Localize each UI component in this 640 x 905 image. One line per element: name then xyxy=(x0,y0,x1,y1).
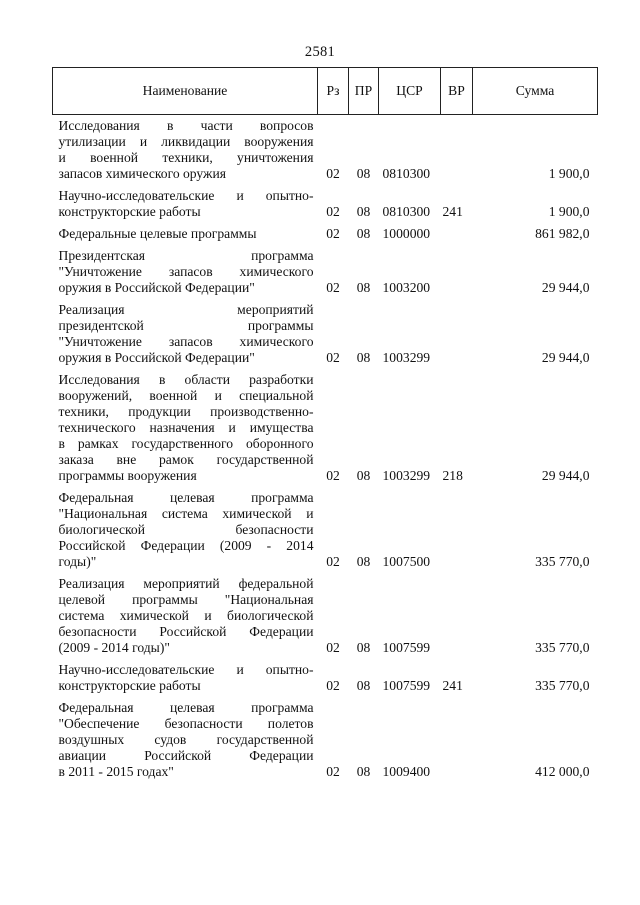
row-name-line: биологической безопасности xyxy=(58,522,314,537)
row-csr-cell: 0810300 xyxy=(382,166,431,181)
row-name-line: Федеральная целевая программа xyxy=(58,490,314,505)
row-name-line: утилизации и ликвидации вооружения xyxy=(58,134,314,149)
row-name-line: конструкторские работы xyxy=(58,678,201,693)
row-csr-cell: 1000000 xyxy=(382,226,431,241)
header-sum: Сумма xyxy=(473,68,598,115)
header-name: Наименование xyxy=(53,68,318,115)
row-pr-cell: 08 xyxy=(356,226,371,241)
row-vr-cell xyxy=(441,299,473,369)
row-name-line: в 2011 - 2015 годах" xyxy=(58,764,174,779)
row-name-cell xyxy=(53,115,318,186)
row-vr-cell xyxy=(441,487,473,573)
table-row xyxy=(53,245,598,299)
row-vr-cell xyxy=(441,223,473,245)
row-name-line: "Национальная система химической и xyxy=(58,506,314,521)
table-row xyxy=(53,299,598,369)
row-pr-cell: 08 xyxy=(356,350,371,365)
row-csr-cell: 1003299 xyxy=(382,468,431,483)
row-sum-cell: 335 770,0 xyxy=(535,640,590,655)
row-name-cell xyxy=(53,369,318,487)
row-name-line: целевой программы "Национальная xyxy=(58,592,314,607)
row-name-line: Реализация мероприятий федеральной xyxy=(58,576,314,591)
row-rz-cell: 02 xyxy=(326,204,340,219)
row-vr-cell xyxy=(441,115,473,186)
row-rz-cell: 02 xyxy=(326,468,340,483)
row-name-line: Исследования в области разработки xyxy=(58,372,314,387)
row-pr-cell: 08 xyxy=(356,640,371,655)
row-name-line: оружия в Российской Федерации" xyxy=(58,350,255,365)
row-name-line: заказа вне рамок государственной xyxy=(58,452,314,467)
row-csr-cell: 1003299 xyxy=(382,350,431,365)
header-csr: ЦСР xyxy=(379,68,441,115)
row-pr-cell: 08 xyxy=(356,468,371,483)
row-vr-cell xyxy=(441,245,473,299)
row-name-line: Исследования в части вопросов xyxy=(58,118,314,133)
budget-table xyxy=(52,67,598,783)
row-name-cell xyxy=(53,185,318,223)
row-name-line: запасов химического оружия xyxy=(58,166,226,181)
row-name-line: и военной техники, уничтожения xyxy=(58,150,314,165)
table-row xyxy=(53,697,598,783)
row-pr-cell: 08 xyxy=(356,280,371,295)
row-vr-cell xyxy=(441,573,473,659)
row-vr-cell: 241 xyxy=(442,204,463,219)
row-name-line: техники, продукции производственно- xyxy=(58,404,314,419)
row-name-line: Научно-исследовательские и опытно- xyxy=(58,188,314,203)
table-row xyxy=(53,115,598,186)
row-rz-cell: 02 xyxy=(326,554,340,569)
row-name-cell xyxy=(53,487,318,573)
row-name-line: Федеральные целевые программы xyxy=(58,226,257,241)
row-name-line: технического назначения и имущества xyxy=(58,420,314,435)
row-name-line: Президентская программа xyxy=(58,248,314,263)
row-vr-cell: 218 xyxy=(442,468,463,483)
table-row xyxy=(53,573,598,659)
row-sum-cell: 1 900,0 xyxy=(548,166,590,181)
row-name-line: воздушных судов государственной xyxy=(58,732,314,747)
row-pr-cell: 08 xyxy=(356,166,371,181)
row-vr-cell: 241 xyxy=(442,678,463,693)
header-rz: Рз xyxy=(318,68,349,115)
row-csr-cell: 1003200 xyxy=(382,280,431,295)
row-name-line: президентской программы xyxy=(58,318,314,333)
row-csr-cell: 1007599 xyxy=(382,640,431,655)
row-sum-cell: 29 944,0 xyxy=(541,280,590,295)
row-pr-cell: 08 xyxy=(356,678,371,693)
row-name-line: оружия в Российской Федерации" xyxy=(58,280,255,295)
row-rz-cell: 02 xyxy=(326,226,340,241)
row-sum-cell: 861 982,0 xyxy=(535,226,590,241)
row-csr-cell: 1009400 xyxy=(382,764,431,779)
row-name-cell xyxy=(53,697,318,783)
row-name-line: Федеральная целевая программа xyxy=(58,700,314,715)
row-name-line: "Уничтожение запасов химического xyxy=(58,334,314,349)
row-name-cell xyxy=(53,223,318,245)
row-pr-cell: 08 xyxy=(356,764,371,779)
table-row xyxy=(53,369,598,487)
row-rz-cell: 02 xyxy=(326,764,340,779)
row-rz-cell: 02 xyxy=(326,678,340,693)
header-pr: ПР xyxy=(349,68,379,115)
row-rz-cell: 02 xyxy=(326,166,340,181)
row-name-cell xyxy=(53,245,318,299)
row-sum-cell: 412 000,0 xyxy=(535,764,590,779)
page-number: 2581 xyxy=(304,44,336,60)
row-rz-cell: 02 xyxy=(326,640,340,655)
row-name-line: авиации Российской Федерации xyxy=(58,748,314,763)
row-name-cell xyxy=(53,299,318,369)
row-pr-cell: 08 xyxy=(356,204,371,219)
row-name-line: в рамках государственного оборонного xyxy=(58,436,314,451)
row-sum-cell: 29 944,0 xyxy=(541,468,590,483)
row-name-cell xyxy=(53,659,318,697)
row-rz-cell: 02 xyxy=(326,350,340,365)
row-vr-cell xyxy=(441,697,473,783)
table-row xyxy=(53,487,598,573)
row-sum-cell: 29 944,0 xyxy=(541,350,590,365)
row-name-line: "Обеспечение безопасности полетов xyxy=(58,716,314,731)
row-sum-cell: 335 770,0 xyxy=(535,678,590,693)
table-header xyxy=(53,68,598,115)
table-row xyxy=(53,659,598,697)
row-name-line: программы вооружения xyxy=(58,468,197,483)
row-name-line: безопасности Российской Федерации xyxy=(58,624,314,639)
row-name-line: Научно-исследовательские и опытно- xyxy=(58,662,314,677)
table-row xyxy=(53,185,598,223)
row-csr-cell: 0810300 xyxy=(382,204,431,219)
row-name-line: Российской Федерации (2009 - 2014 xyxy=(58,538,314,553)
row-name-line: "Уничтожение запасов химического xyxy=(58,264,314,279)
row-name-line: конструкторские работы xyxy=(58,204,201,219)
table-row xyxy=(53,223,598,245)
row-sum-cell: 335 770,0 xyxy=(535,554,590,569)
row-name-line: система химической и биологической xyxy=(58,608,314,623)
row-name-line: вооружений, военной и специальной xyxy=(58,388,314,403)
row-sum-cell: 1 900,0 xyxy=(548,204,590,219)
row-pr-cell: 08 xyxy=(356,554,371,569)
row-name-line: Реализация мероприятий xyxy=(58,302,314,317)
row-csr-cell: 1007500 xyxy=(382,554,431,569)
row-name-line: годы)" xyxy=(58,554,97,569)
row-csr-cell: 1007599 xyxy=(382,678,431,693)
row-name-cell xyxy=(53,573,318,659)
row-rz-cell: 02 xyxy=(326,280,340,295)
row-name-line: (2009 - 2014 годы)" xyxy=(58,640,170,655)
header-vr: ВР xyxy=(441,68,473,115)
table-body xyxy=(53,115,598,784)
